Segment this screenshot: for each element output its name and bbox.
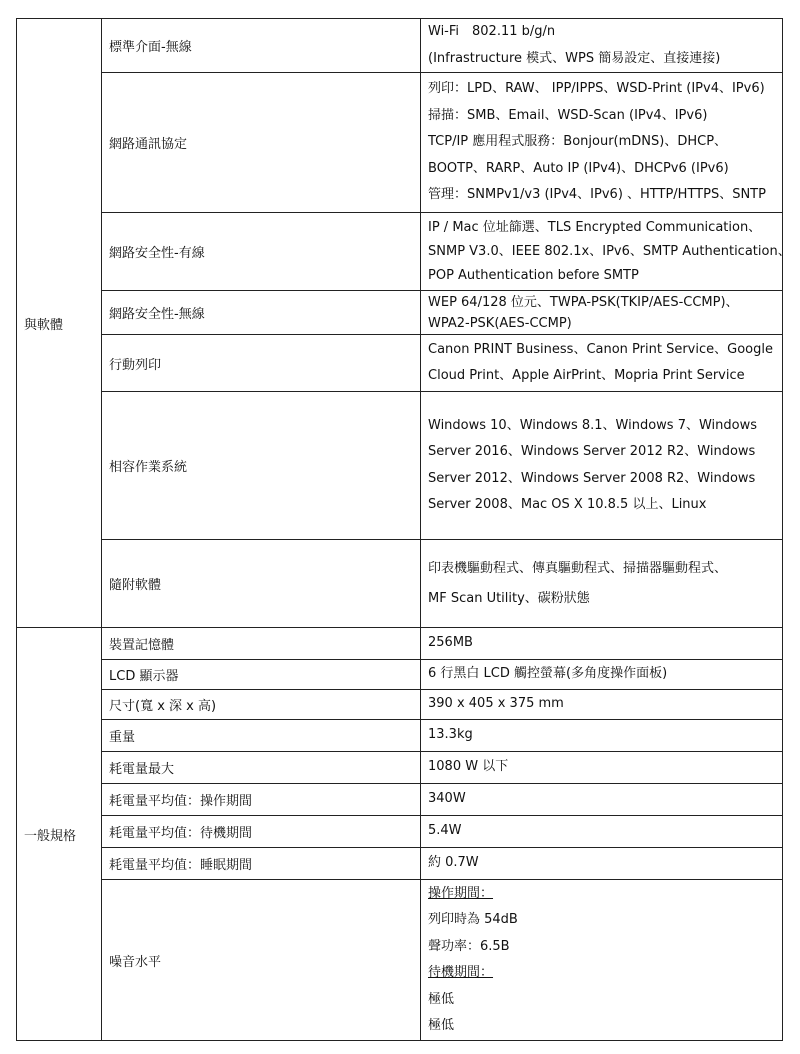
value-line: 印表機驅動程式、傳真驅動程式、掃描器驅動程式、 bbox=[428, 560, 728, 576]
value-line: SNMP V3.0、IEEE 802.1x、IPv6、SMTP Authentication、 bbox=[428, 243, 791, 259]
spec-value bbox=[421, 73, 783, 213]
spec-key: 裝置記憶體 bbox=[102, 628, 421, 660]
spec-row bbox=[17, 816, 783, 848]
spec-value bbox=[421, 213, 791, 291]
spec-value bbox=[421, 392, 783, 540]
value-line: 極低 bbox=[428, 991, 455, 1007]
value-line: 極低 bbox=[428, 1018, 455, 1033]
spec-row bbox=[17, 213, 783, 291]
spec-key: 耗電量平均值：待機期間 bbox=[102, 816, 421, 848]
spec-row bbox=[17, 720, 783, 752]
value-line: POP Authentication before SMTP bbox=[428, 267, 639, 283]
value-line: IP / Mac 位址篩選、TLS Encrypted Communication、 bbox=[428, 219, 762, 235]
spec-value bbox=[421, 335, 783, 392]
value-subheading: 操作期間： bbox=[428, 885, 494, 901]
spec-row bbox=[17, 73, 783, 213]
value-line: 掃描：SMB、Email、WSD-Scan (IPv4、IPv6) bbox=[428, 107, 708, 123]
spec-value: 5.4W bbox=[421, 816, 783, 848]
category-cell: 與軟體 bbox=[17, 19, 102, 628]
value-line: WPA2-PSK(AES-CCMP) bbox=[428, 315, 572, 331]
value-line: Wi-Fi 802.11 b/g/n bbox=[428, 24, 556, 39]
spec-key: 耗電量最大 bbox=[102, 752, 421, 784]
spec-value: 256MB bbox=[421, 628, 783, 660]
spec-value: 390 x 405 x 375 mm bbox=[421, 690, 783, 720]
value-line: 列印：LPD、RAW、 IPP/IPPS、WSD-Print (IPv4、IPv6) bbox=[428, 81, 765, 97]
spec-row bbox=[17, 784, 783, 816]
value-line: Server 2012、Windows Server 2008 R2、Windows bbox=[428, 470, 756, 486]
spec-row bbox=[17, 880, 783, 1041]
spec-row bbox=[17, 540, 783, 628]
spec-row bbox=[17, 19, 783, 73]
value-line: Cloud Print、Apple AirPrint、Mopria Print Service bbox=[428, 368, 745, 383]
value-line: Server 2016、Windows Server 2012 R2、Windows bbox=[428, 444, 756, 459]
spec-row bbox=[17, 690, 783, 720]
spec-key: 隨附軟體 bbox=[102, 540, 421, 628]
value-line bbox=[428, 960, 775, 987]
value-line: 聲功率：6.5B bbox=[428, 938, 510, 954]
value-line: BOOTP、RARP、Auto IP (IPv4)、DHCPv6 (IPv6) bbox=[428, 160, 729, 176]
spec-key: 行動列印 bbox=[102, 335, 421, 392]
spec-value bbox=[421, 880, 783, 1041]
value-line: (Infrastructure 模式、WPS 簡易設定、直接連接) bbox=[428, 50, 721, 66]
spec-value: 1080 W 以下 bbox=[421, 752, 783, 784]
spec-row bbox=[17, 752, 783, 784]
value-line bbox=[428, 881, 775, 908]
value-line: WEP 64/128 位元、TWPA-PSK(TKIP/AES-CCMP)、 bbox=[428, 294, 739, 310]
spec-key: 標準介面-無線 bbox=[102, 19, 421, 73]
spec-key: 網路通訊協定 bbox=[102, 73, 421, 213]
value-line: Windows 10、Windows 8.1、Windows 7、Windows bbox=[428, 417, 758, 433]
value-line: TCP/IP 應用程式服務：Bonjour(mDNS)、DHCP、 bbox=[428, 134, 728, 150]
value-line: 列印時為 54dB bbox=[428, 912, 518, 927]
value-line: Canon PRINT Business、Canon Print Service、Google bbox=[428, 341, 773, 357]
spec-key: 尺寸(寬 x 深 x 高) bbox=[102, 690, 421, 720]
spec-value: 13.3kg bbox=[421, 720, 783, 752]
spec-key: 網路安全性-無線 bbox=[102, 291, 421, 335]
spec-key: 耗電量平均值：睡眠期間 bbox=[102, 848, 421, 880]
value-line: MF Scan Utility、碳粉狀態 bbox=[428, 590, 590, 606]
category-cell: 一般規格 bbox=[17, 628, 102, 1041]
spec-value: 6 行黑白 LCD 觸控螢幕(多角度操作面板) bbox=[421, 660, 783, 690]
spec-key: 網路安全性-有線 bbox=[102, 213, 421, 291]
spec-value: 約 0.7W bbox=[421, 848, 783, 880]
spec-key: 重量 bbox=[102, 720, 421, 752]
spec-value bbox=[421, 291, 783, 335]
value-subheading: 待機期間： bbox=[428, 965, 494, 980]
value-line: 管理：SNMPv1/v3 (IPv4、IPv6) 、HTTP/HTTPS、SNTP bbox=[428, 187, 766, 203]
spec-value bbox=[421, 540, 783, 628]
spec-table bbox=[16, 18, 791, 1041]
spec-value: 340W bbox=[421, 784, 783, 816]
spec-row bbox=[17, 392, 783, 540]
spec-key: 噪音水平 bbox=[102, 880, 421, 1041]
spec-row bbox=[17, 335, 783, 392]
spec-key: 耗電量平均值：操作期間 bbox=[102, 784, 421, 816]
spec-key: LCD 顯示器 bbox=[102, 660, 421, 690]
value-line: Server 2008、Mac OS X 10.8.5 以上、Linux bbox=[428, 497, 707, 512]
spec-row bbox=[17, 291, 783, 335]
spec-row bbox=[17, 628, 783, 660]
spec-key: 相容作業系統 bbox=[102, 392, 421, 540]
spec-row bbox=[17, 848, 783, 880]
spec-value bbox=[421, 19, 783, 73]
spec-row bbox=[17, 660, 783, 690]
